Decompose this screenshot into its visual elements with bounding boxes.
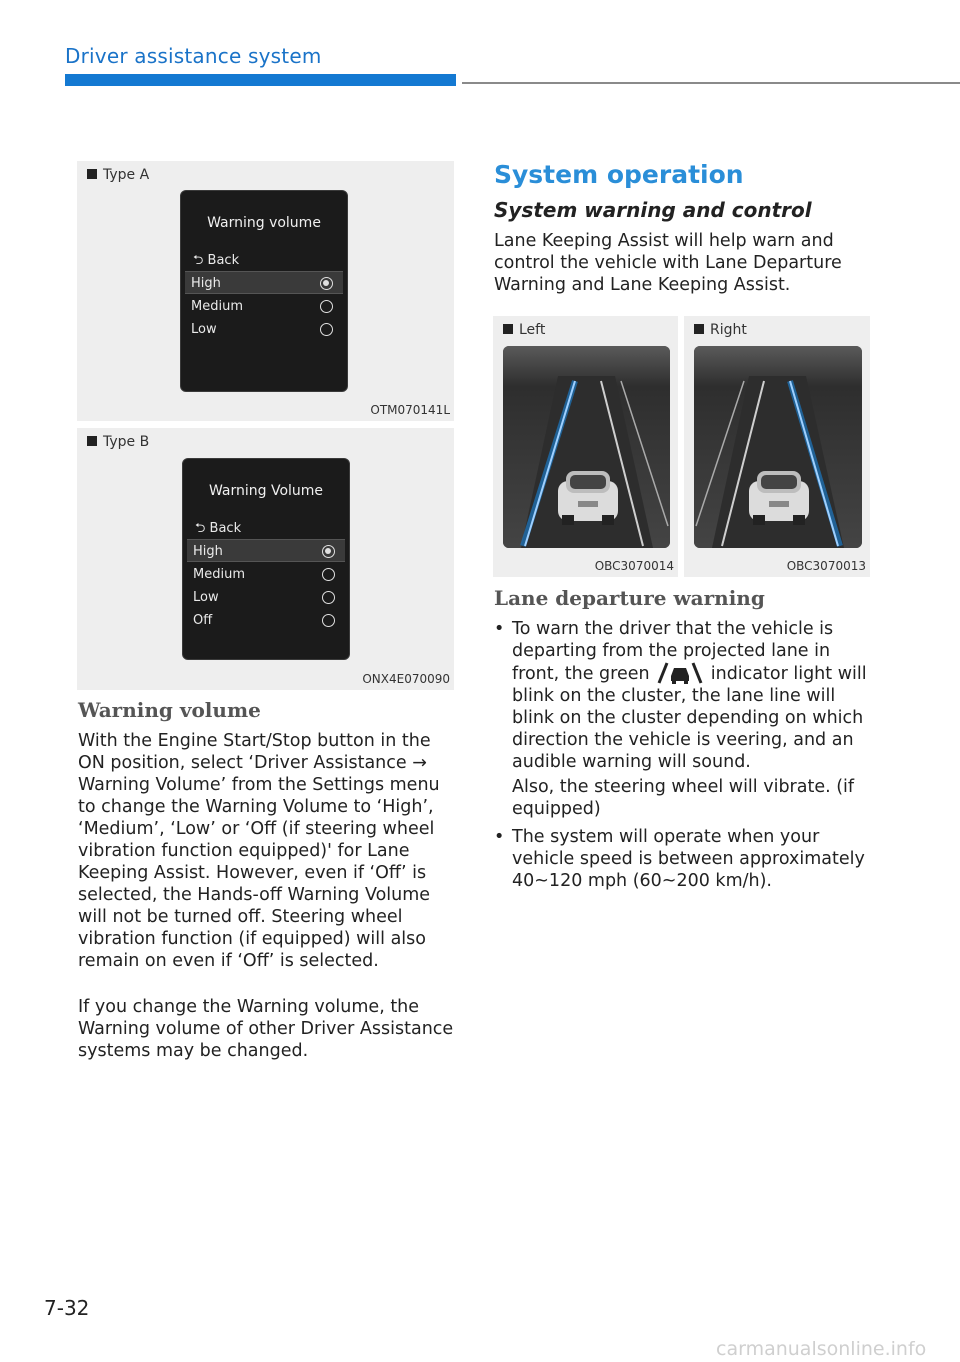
warning-volume-screen — [180, 190, 348, 392]
radio-selected-icon — [320, 277, 333, 290]
option-low: Low — [187, 586, 345, 609]
figure-tag: Type A — [87, 167, 149, 183]
back-item: ⮌ Back — [195, 521, 242, 536]
radio-icon — [320, 323, 333, 336]
square-bullet-icon — [694, 324, 704, 334]
lane-departure-right-image — [694, 346, 862, 548]
warning-volume-heading: Warning volume — [78, 698, 261, 722]
radio-icon — [322, 568, 335, 581]
option-low: Low — [185, 318, 343, 341]
bullet-dot: • — [494, 619, 505, 639]
figure-code: ONX4E070090 — [362, 672, 450, 686]
square-bullet-icon — [503, 324, 513, 334]
figure-right — [684, 316, 870, 577]
figure-type-a — [77, 161, 454, 421]
radio-icon — [322, 591, 335, 604]
option-medium: Medium — [185, 295, 343, 318]
figure-code: OTM070141L — [370, 403, 450, 417]
option-high: High — [185, 271, 343, 294]
warning-volume-screen — [182, 458, 350, 660]
radio-icon — [320, 300, 333, 313]
page-number: 7-32 — [44, 1296, 90, 1320]
figure-left — [493, 316, 678, 577]
list-item: • To warn the driver that the vehicle is departing from the projected lane in front, the green indicator light will blink on the cluster, the lane line will blink on the cluster depending on which direction the vehicle is veering, and an audible warning will sound. — [494, 619, 867, 772]
figure-tag: Type B — [87, 434, 149, 450]
figure-type-b — [77, 428, 454, 690]
warning-volume-paragraph: With the Engine Start/Stop button in the ON position, select ‘Driver Assistance → Warning Volume’ from the Settings menu to change the Warning Volume to ‘High’, ‘Medium’, ‘Low’ or ‘Off (if steering wheel vibration function equipped)' for Lane Keeping Assist. However, even if ‘Off’ is selected, the Hands-off Warning Volume will not be turned off. Steering wheel vibration function (if equipped) will also remain on even if ‘Off’ is selected. — [78, 731, 440, 971]
header-accent-bar — [65, 74, 456, 86]
square-bullet-icon — [87, 436, 97, 446]
bullet-dot: • — [494, 827, 505, 847]
back-item: ⮌ Back — [193, 253, 240, 268]
screen-title: Warning Volume — [208, 483, 324, 499]
radio-icon — [322, 614, 335, 627]
watermark: carmanualsonline.info — [716, 1338, 927, 1360]
system-operation-heading: System operation — [494, 160, 744, 189]
section-title: Driver assistance system — [65, 44, 322, 68]
lane-departure-warning-heading: Lane departure warning — [494, 586, 765, 610]
warning-volume-note: If you change the Warning volume, the Warning volume of other Driver Assistance systems may be changed. — [78, 997, 454, 1061]
square-bullet-icon — [87, 169, 97, 179]
option-medium: Medium — [187, 563, 345, 586]
lane-departure-left-image — [503, 346, 670, 548]
list-item-note: Also, the steering wheel will vibrate. (if equipped) — [512, 777, 855, 819]
intro-paragraph: Lane Keeping Assist will help warn and control the vehicle with Lane Departure Warning and Lane Keeping Assist. — [494, 231, 842, 295]
screen-title: Warning volume — [207, 215, 321, 231]
option-off: Off — [187, 609, 345, 632]
figure-tag: Left — [503, 322, 545, 338]
lane-keeping-indicator-icon — [655, 662, 705, 684]
radio-selected-icon — [322, 545, 335, 558]
header-divider — [462, 82, 960, 84]
figure-tag: Right — [694, 322, 747, 338]
figure-code: OBC3070014 — [594, 559, 674, 573]
option-high: High — [187, 539, 345, 562]
list-item: • The system will operate when your vehicle speed is between approximately 40~120 mph (60~200 km/h). — [494, 827, 865, 891]
system-warning-subheading: System warning and control — [494, 198, 812, 222]
figure-code: OBC3070013 — [786, 559, 866, 573]
